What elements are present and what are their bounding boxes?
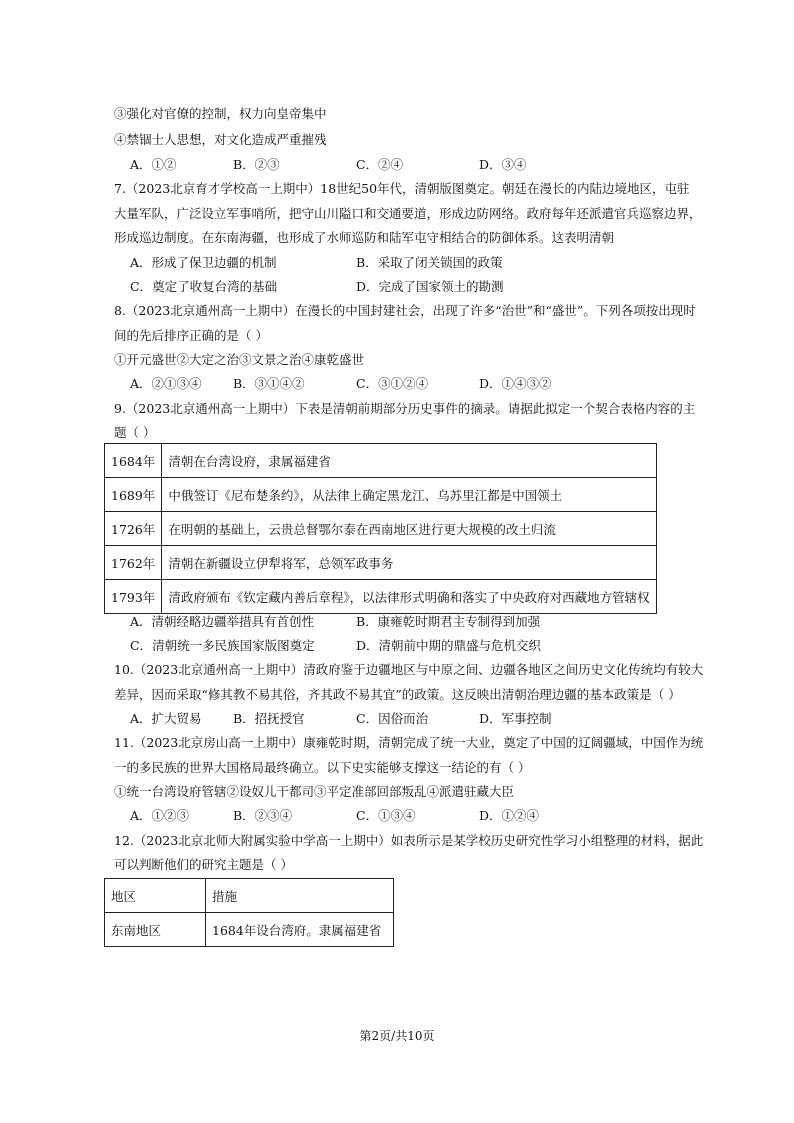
option-c[interactable]: C．因俗而治 [356,711,429,726]
option-a[interactable]: A．②①③④ [130,376,202,391]
option-d[interactable]: D．清朝前中期的鼎盛与危机交织 [356,638,542,653]
q9-stem-line-1: 9.（2023北京通州高一上期中）下表是清朝前期部分历史事件的摘录。请据此拟定一个契合表格内容的主 [114,401,696,416]
table-header-region: 地区 [105,879,206,913]
table-cell-year: 1762年 [105,546,162,580]
table-row [105,478,657,512]
q12-stem-line-2: 可以判断他们的研究主题是（ ） [114,857,293,872]
table-cell-region: 东南地区 [105,913,206,947]
table-cell-year: 1726年 [105,512,162,546]
statement-4: ④禁锢士人思想，对文化造成严重摧残 [114,132,327,147]
q11-statements: ①统一台湾设府管辖②设奴儿干都司③平定准部回部叛乱④派遣驻藏大臣 [114,784,515,799]
statement-3: ③强化对官僚的控制，权力向皇帝集中 [114,106,327,121]
q9-options-row-2 [130,638,690,654]
option-b[interactable]: B．招抚授官 [233,711,305,726]
q12-stem-line-1: 12.（2023北京北师大附属实验中学高一上期中）如表所示是某学校历史研究性学习小组整理的材料，据此 [114,833,704,848]
table-cell-year: 1793年 [105,580,162,614]
option-d[interactable]: D．①②④ [479,808,540,823]
option-d[interactable]: D．完成了国家领土的勘测 [356,279,504,294]
option-c[interactable]: C．①③④ [356,808,416,823]
q8-statements: ①开元盛世②大定之治③文景之治④康乾盛世 [114,352,365,367]
option-a[interactable]: A．①②③ [130,808,190,823]
option-a[interactable]: A．扩大贸易 [130,711,202,726]
option-d[interactable]: D．军事控制 [479,711,552,726]
q10-stem-line-1: 10.（2023北京通州高一上期中）清政府鉴于边疆地区与中原之间、边疆各地区之间历史文化传统均有较大 [114,662,704,677]
q11-stem-line-2: 一的多民族的世界大国格局最终确立。以下史实能够支撑这一结论的有（ ） [114,760,531,775]
option-d[interactable]: D．③④ [479,157,527,172]
q9-events-table [104,443,657,614]
q7-options-row-2 [130,279,690,295]
q11-options [130,808,690,824]
table-cell-event: 清朝在新疆设立伊犁将军，总领军政事务 [162,546,656,580]
table-row [105,512,657,546]
table-cell-measure: 1684年设台湾府。隶属福建省 [206,913,394,947]
option-c[interactable]: C．②④ [356,157,404,172]
option-a[interactable]: A．①② [130,157,177,172]
table-header-row [105,879,394,913]
option-b[interactable]: B．②③ [233,157,280,172]
table-cell-event: 中俄签订《尼布楚条约》，从法律上确定黑龙江、乌苏里江都是中国领土 [162,478,656,512]
table-row [105,546,657,580]
q7-options-row-1 [130,255,690,271]
table-cell-event: 清朝在台湾设府，隶属福建省 [162,444,656,478]
q9-stem-line-2: 题（ ） [114,425,156,440]
q9-options-row-1 [130,614,690,630]
table-header-measure: 措施 [206,879,394,913]
q12-measures-table [104,878,394,947]
q8-options [130,376,690,392]
q8-stem-line-1: 8.（2023北京通州高一上期中）在漫长的中国封建社会，出现了许多“治世”和“盛世”。下列各项按出现时 [114,303,696,318]
q7-stem-line-3: 形成巡边制度。在东南海疆，也形成了水师巡防和陆军屯守相结合的防御体系。这表明清朝 [114,230,615,245]
table-row [105,444,657,478]
option-b[interactable]: B．②③④ [233,808,293,823]
q11-stem-line-1: 11.（2023北京房山高一上期中）康雍乾时期，清朝完成了统一大业，奠定了中国的辽阔疆域，中国作为统 [114,735,704,750]
table-row [105,913,394,947]
q10-stem-line-2: 差异，因而采取“修其教不易其俗，齐其政不易其宜”的政策。这反映出清朝治理边疆的基本政策是（ ） [114,687,681,702]
option-c[interactable]: C．奠定了收复台湾的基础 [130,279,278,294]
option-c[interactable]: C．清朝统一多民族国家版图奠定 [130,638,315,653]
page-number: 第2页/共10页 [359,1029,435,1043]
option-a[interactable]: A．形成了保卫边疆的机制 [130,255,277,270]
table-cell-year: 1684年 [105,444,162,478]
table-row [105,580,657,614]
option-b[interactable]: B．③①④② [233,376,305,391]
q7-stem-line-1: 7.（2023北京育才学校高一上期中）18世纪50年代，清朝版图奠定。朝廷在漫长的内陆边境地区，屯驻 [114,181,690,196]
table-cell-year: 1689年 [105,478,162,512]
q6-options [130,157,690,173]
option-c[interactable]: C．③①②④ [356,376,429,391]
q10-options [130,711,690,727]
table-cell-event: 在明朝的基础上，云贵总督鄂尔泰在西南地区进行更大规模的改土归流 [162,512,656,546]
option-b[interactable]: B．康雍乾时期君主专制得到加强 [356,614,541,629]
option-a[interactable]: A．清朝经略边疆举措具有首创性 [130,614,315,629]
option-d[interactable]: D．①④③② [479,376,552,391]
q7-stem-line-2: 大量军队，广泛设立军事哨所，把守山川隘口和交通要道，形成边防网络。政府每年还派遣官兵巡察边界， [114,206,702,221]
option-b[interactable]: B．采取了闭关锁国的政策 [356,255,503,270]
q8-stem-line-2: 间的先后排序正确的是（ ） [114,328,268,343]
table-cell-event: 清政府颁布《钦定藏内善后章程》，以法律形式明确和落实了中央政府对西藏地方管辖权 [162,580,656,614]
